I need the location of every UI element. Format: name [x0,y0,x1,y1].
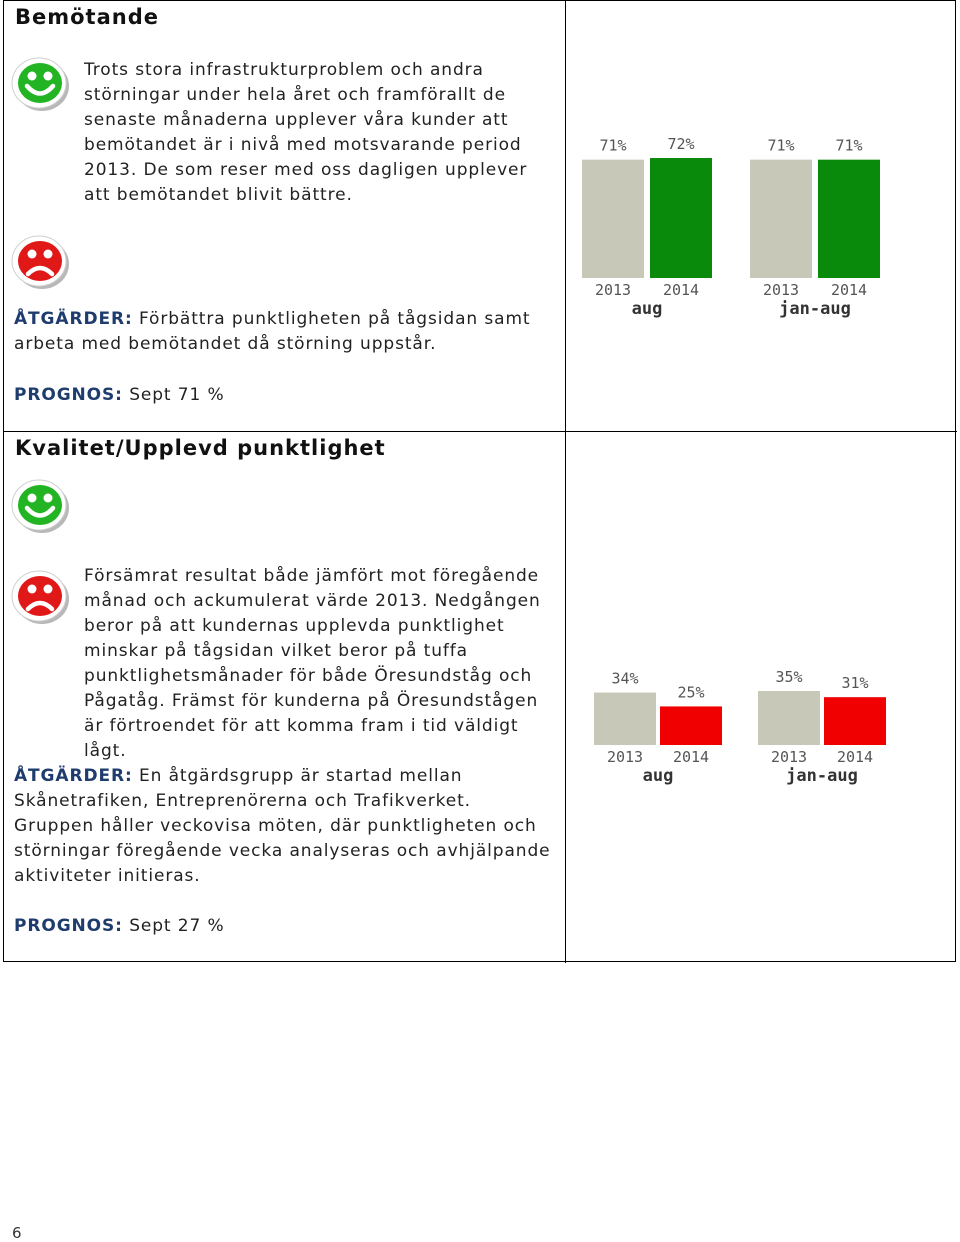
prognos-label: PROGNOS: [14,385,123,405]
bar-chart-svg [588,661,908,791]
prognos-label: PROGNOS: [14,916,123,936]
row-divider [4,431,957,432]
happy-face-icon [9,51,73,115]
bar-value-label: 31% [841,674,869,693]
kvalitet-prognos [14,914,534,939]
bar-value-label: 71% [767,136,795,155]
bar-chart-svg [576,131,896,331]
prognos-text: Sept 71 % [122,385,225,405]
bar-value-label: 25% [677,683,705,702]
bemotande-atgarder [14,307,534,357]
atgarder-label: ÅTGÄRDER: [14,766,133,786]
year-tick-label: 2014 [662,281,700,299]
bar-value-label: 71% [599,136,627,155]
year-tick-label: 2013 [594,281,632,299]
bar-jan-aug-2013 [750,160,812,278]
bar-value-label: 71% [835,136,863,155]
kvalitet-body: Försämrat resultat både jämfört mot föregående månad och ackumulerat värde 2013. Nedgången beror på att kundernas upplevda punktlighet minskar på tågsidan vilket beror på tuffa punktlighetsmånader för både Öresundståg och Pågatåg. Främst för kunderna på Öresundstågen är förtroendet för att komma fram i tid väldigt lågt. [84,566,541,761]
bar-jan-aug-2013 [758,691,820,745]
bar-value-label: 35% [775,668,803,686]
bar-aug-2013 [582,160,644,278]
section-heading-bemotande: Bemötande [15,5,159,29]
sad-face-icon [9,564,73,628]
column-divider [565,1,566,963]
year-tick-label: 2013 [762,281,800,299]
bemotande-prognos [14,383,534,408]
group-label: jan-aug [786,766,858,786]
group-label: jan-aug [779,299,851,319]
year-tick-label: 2014 [672,748,710,766]
report-table [3,0,956,962]
group-label: aug [631,299,663,319]
bar-aug-2014 [650,158,712,278]
bar-value-label: 34% [611,669,639,688]
atgarder-label: ÅTGÄRDER: [14,309,133,329]
punktlighet-bar-chart [588,661,908,791]
bar-aug-2013 [594,693,656,745]
year-tick-label: 2013 [606,748,644,766]
atgarder-text: Förbättra punktligheten på tågsidan samt arbeta med bemötandet då störning uppstår. [14,309,531,354]
year-tick-label: 2013 [770,748,808,766]
group-label: aug [642,766,674,786]
bar-aug-2014 [660,706,722,745]
bar-jan-aug-2014 [824,697,886,745]
year-tick-label: 2014 [830,281,868,299]
prognos-text: Sept 27 % [122,916,225,936]
year-tick-label: 2014 [836,748,874,766]
sad-face-icon [9,229,73,293]
page-number: 6 [12,1224,22,1242]
bar-value-label: 72% [667,135,695,153]
bemotande-bar-chart [576,131,896,331]
bar-jan-aug-2014 [818,160,880,278]
happy-face-icon [9,473,73,537]
kvalitet-atgarder [14,764,554,889]
section-heading-kvalitet: Kvalitet/Upplevd punktlighet [15,436,386,460]
bemotande-body: Trots stora infrastrukturproblem och andra störningar under hela året och framförallt de senaste månaderna upplever våra kunder att bemötandet är i nivå med motsvarande period 2013. De som reser med oss dagligen upplever att bemötandet blivit bättre. [84,60,528,205]
atgarder-text: En åtgärdsgrupp är startad mellan Skånetrafiken, Entreprenörerna och Trafikverket. Gruppen håller veckovisa möten, där punktligheten och störningar föregående vecka analyseras och avhjälpande aktiviteter initieras. [14,766,551,886]
